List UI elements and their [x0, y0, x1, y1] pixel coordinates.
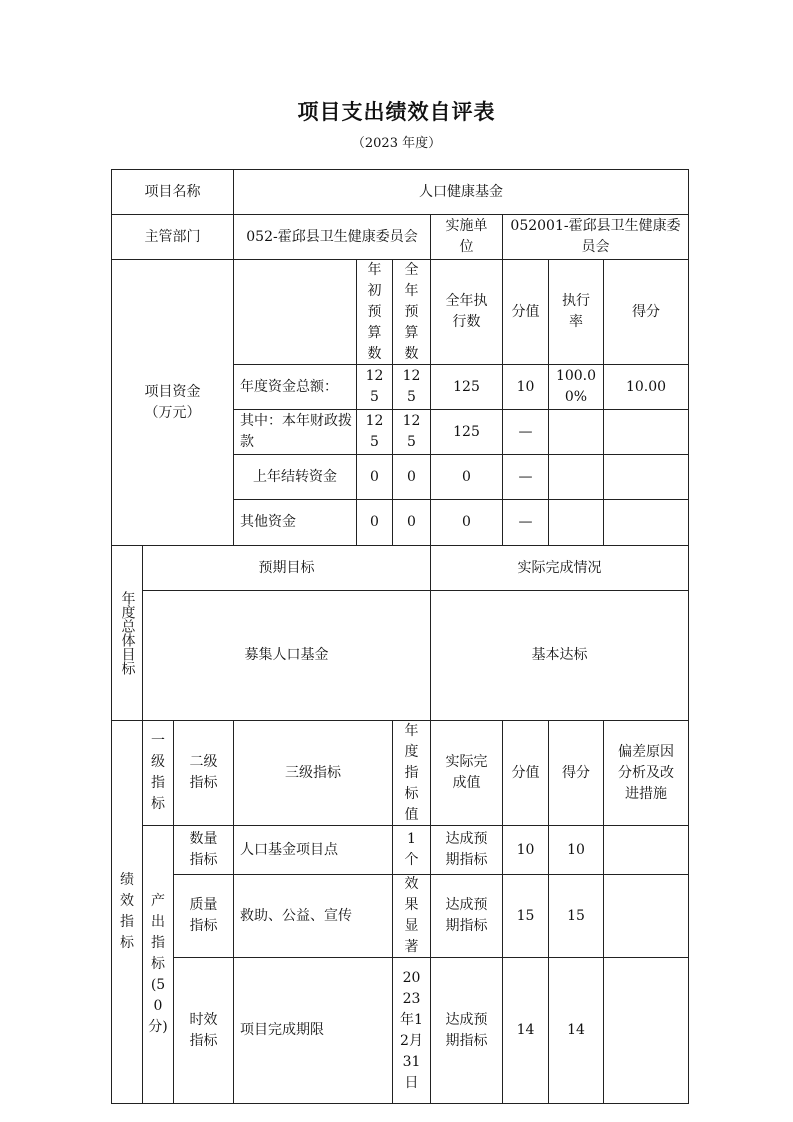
funds-header-score: 得分 — [603, 259, 689, 365]
goals-actual-value: 基本达标 — [430, 590, 689, 721]
funds-row-score — [603, 499, 689, 546]
perf-row-score-value: 14 — [502, 957, 549, 1104]
funds-header-exec-rate: 执行率 — [548, 259, 604, 365]
perf-row-level2: 质量指标 — [173, 874, 234, 958]
funds-row-initial: 125 — [356, 364, 393, 410]
perf-row-target: 1个 — [392, 825, 431, 875]
perf-output-label: 产出指标(50分) — [142, 825, 174, 1104]
perf-header-level1: 一级指标 — [142, 720, 174, 826]
perf-header-level3: 三级指标 — [233, 720, 393, 826]
goals-expected-value: 募集人口基金 — [142, 590, 431, 721]
funds-row-initial: 0 — [356, 499, 393, 546]
funds-row-exec-rate — [548, 499, 604, 546]
funds-row-full-year: 0 — [392, 454, 431, 500]
project-name-label: 项目名称 — [111, 169, 234, 215]
dept-label: 主管部门 — [111, 214, 234, 260]
funds-row-score-value: 10 — [502, 364, 549, 410]
impl-value: 052001-霍邱县卫生健康委员会 — [502, 214, 689, 260]
funds-row-exec-rate — [548, 454, 604, 500]
perf-row-level3: 人口基金项目点 — [233, 825, 393, 875]
perf-row-score-value: 10 — [502, 825, 549, 875]
perf-row-level3: 救助、公益、宣传 — [233, 874, 393, 958]
impl-label: 实施单位 — [430, 214, 503, 260]
perf-row-score: 15 — [548, 874, 604, 958]
funds-row-label: 其中：本年财政拨款 — [233, 409, 357, 455]
goals-section-label: 年度总体目标 — [111, 545, 143, 721]
funds-row-executed: 125 — [430, 409, 503, 455]
goals-expected-label: 预期目标 — [142, 545, 431, 591]
perf-row-actual: 达成预期指标 — [430, 825, 503, 875]
funds-row-executed: 0 — [430, 454, 503, 500]
funds-header-blank — [233, 259, 357, 365]
performance-section-label: 绩效指标 — [111, 720, 143, 1104]
perf-row-deviation — [603, 874, 689, 958]
perf-row-target: 效果显著 — [392, 874, 431, 958]
funds-row-score-value: — — [502, 409, 549, 455]
funds-row-score — [603, 454, 689, 500]
funds-row-score: 10.00 — [603, 364, 689, 410]
perf-row-score: 14 — [548, 957, 604, 1104]
perf-header-level2: 二级指标 — [173, 720, 234, 826]
funds-row-full-year: 125 — [392, 364, 431, 410]
perf-row-score: 10 — [548, 825, 604, 875]
funds-row-label: 上年结转资金 — [233, 454, 357, 500]
funds-row-full-year: 0 — [392, 499, 431, 546]
perf-row-actual: 达成预期指标 — [430, 874, 503, 958]
funds-row-score — [603, 409, 689, 455]
funds-row-score-value: — — [502, 499, 549, 546]
perf-row-deviation — [603, 957, 689, 1104]
perf-row-target: 2023年12月31日 — [392, 957, 431, 1104]
perf-row-score-value: 15 — [502, 874, 549, 958]
funds-row-executed: 0 — [430, 499, 503, 546]
page-subtitle-year: （2023 年度） — [351, 136, 442, 151]
perf-header-score: 得分 — [548, 720, 604, 826]
perf-header-target: 年度指标值 — [392, 720, 431, 826]
perf-row-level3: 项目完成期限 — [233, 957, 393, 1104]
perf-header-score-value: 分值 — [502, 720, 549, 826]
funds-row-score-value: — — [502, 454, 549, 500]
goals-actual-label: 实际完成情况 — [430, 545, 689, 591]
perf-row-deviation — [603, 825, 689, 875]
funds-row-initial: 0 — [356, 454, 393, 500]
funds-row-exec-rate: 100.00% — [548, 364, 604, 410]
funds-header-initial: 年初预算数 — [356, 259, 393, 365]
funds-header-full-year: 全年预算数 — [392, 259, 431, 365]
funds-row-label: 其他资金 — [233, 499, 357, 546]
page-title: 项目支出绩效自评表 — [297, 99, 496, 124]
project-name-value: 人口健康基金 — [233, 169, 689, 215]
perf-row-actual: 达成预期指标 — [430, 957, 503, 1104]
funds-row-initial: 125 — [356, 409, 393, 455]
funds-section-label: 项目资金（万元） — [111, 259, 234, 546]
funds-row-label: 年度资金总额： — [233, 364, 357, 410]
dept-value: 052-霍邱县卫生健康委员会 — [233, 214, 431, 260]
funds-row-exec-rate — [548, 409, 604, 455]
perf-row-level2: 时效指标 — [173, 957, 234, 1104]
perf-header-actual: 实际完成值 — [430, 720, 503, 826]
perf-header-deviation: 偏差原因分析及改进措施 — [603, 720, 689, 826]
perf-row-level2: 数量指标 — [173, 825, 234, 875]
funds-row-full-year: 125 — [392, 409, 431, 455]
funds-header-executed: 全年执行数 — [430, 259, 503, 365]
funds-row-executed: 125 — [430, 364, 503, 410]
funds-header-score-value: 分值 — [502, 259, 549, 365]
